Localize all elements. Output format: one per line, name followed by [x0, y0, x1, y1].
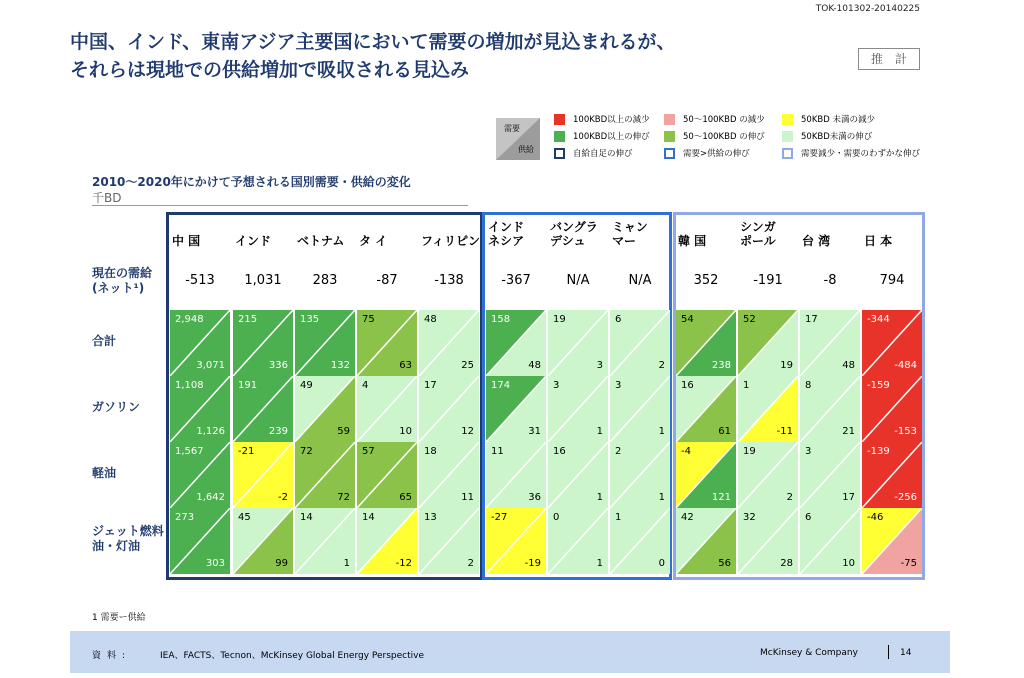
- data-cell: [610, 508, 670, 574]
- footer-bar: [70, 631, 950, 673]
- demand-value: -46: [867, 512, 884, 523]
- legend-key-demand: 需要: [504, 124, 520, 133]
- country-header: 日 本: [864, 234, 893, 248]
- demand-value: 45: [238, 512, 251, 523]
- data-cell: [419, 310, 479, 376]
- country-header: シンガ ポール: [740, 220, 776, 248]
- legend-swatch: [782, 148, 793, 159]
- fuel-row-label: ジェット燃料 油・灯油: [92, 524, 164, 553]
- data-cell: [800, 442, 860, 508]
- country-header: 中 国: [172, 234, 201, 248]
- data-cell: [676, 376, 736, 442]
- legend-label: 自給自足の伸び: [573, 149, 633, 159]
- demand-value: 17: [805, 314, 818, 325]
- data-cell: [610, 442, 670, 508]
- legend-item: [664, 131, 765, 143]
- country-header: 韓 国: [678, 234, 707, 248]
- footnote: 1 需要ー供給: [92, 613, 146, 623]
- data-cell: [357, 310, 417, 376]
- supply-value: -11: [776, 426, 793, 437]
- demand-value: 0: [553, 512, 560, 523]
- demand-value: 191: [238, 380, 258, 391]
- demand-value: 19: [743, 446, 756, 457]
- demand-value: 135: [300, 314, 320, 325]
- net-balance-value: -87: [376, 273, 398, 288]
- data-cell: [170, 442, 230, 508]
- data-cell: [676, 508, 736, 574]
- legend-swatch: [554, 114, 565, 125]
- net-balance-value: N/A: [566, 273, 590, 288]
- data-cell: [676, 310, 736, 376]
- demand-value: 18: [424, 446, 437, 457]
- demand-value: 16: [553, 446, 566, 457]
- demand-value: 2: [615, 446, 622, 457]
- supply-value: 17: [842, 492, 855, 503]
- supply-value: 1: [658, 492, 665, 503]
- supply-value: 1: [596, 558, 603, 569]
- supply-value: 99: [275, 558, 288, 569]
- data-cell: [486, 310, 546, 376]
- net-balance-value: 352: [693, 273, 719, 288]
- supply-value: -256: [894, 492, 917, 503]
- estimate-badge: 推計: [858, 48, 920, 70]
- supply-value: 56: [718, 558, 731, 569]
- legend-swatch: [664, 148, 675, 159]
- demand-value: -159: [867, 380, 890, 391]
- legend-item: [782, 114, 875, 126]
- supply-value: 239: [268, 426, 288, 437]
- supply-value: 1: [596, 492, 603, 503]
- demand-value: 6: [805, 512, 812, 523]
- net-balance-value: N/A: [628, 273, 652, 288]
- data-cell: [548, 508, 608, 574]
- supply-value: 2: [786, 492, 793, 503]
- legend-item: [554, 148, 633, 160]
- supply-value: 63: [399, 360, 412, 371]
- legend-label: 需要>供給の伸び: [683, 149, 750, 159]
- legend-label: 需要減少・需要のわずかな伸び: [801, 149, 921, 159]
- demand-value: 3: [805, 446, 812, 457]
- supply-value: 31: [528, 426, 541, 437]
- legend-label: 50KBD未満の伸び: [801, 132, 873, 142]
- supply-value: 2: [467, 558, 474, 569]
- legend-swatch: [554, 131, 565, 142]
- legend-item: [554, 131, 650, 143]
- supply-value: -19: [524, 558, 541, 569]
- supply-value: 132: [330, 360, 350, 371]
- supply-value: 72: [337, 492, 350, 503]
- net-balance-value: -191: [753, 273, 783, 288]
- supply-value: 59: [337, 426, 350, 437]
- legend-item: [782, 148, 920, 160]
- data-cell: [233, 442, 293, 508]
- legend-key-supply: 供給: [518, 145, 534, 154]
- page-number: 14: [900, 648, 912, 658]
- legend-swatch: [664, 114, 675, 125]
- supply-value: 65: [399, 492, 412, 503]
- demand-value: 2,948: [175, 314, 204, 325]
- legend-swatch: [554, 148, 565, 159]
- demand-value: 1: [743, 380, 750, 391]
- supply-value: 61: [718, 426, 731, 437]
- supply-value: 1: [343, 558, 350, 569]
- demand-value: -21: [238, 446, 255, 457]
- legend-item: [664, 114, 765, 126]
- data-cell: [233, 310, 293, 376]
- document-id: TOK-101302-20140225: [815, 4, 920, 14]
- page-title: [70, 28, 800, 84]
- legend-label: 50～100KBD の伸び: [683, 132, 765, 142]
- demand-value: 42: [681, 512, 694, 523]
- supply-value: 336: [268, 360, 288, 371]
- data-cell: [862, 376, 922, 442]
- data-cell: [295, 442, 355, 508]
- legend-swatch: [664, 131, 675, 142]
- supply-value: 19: [780, 360, 793, 371]
- brand-name: McKinsey & Company: [760, 648, 858, 658]
- legend-swatch: [782, 131, 793, 142]
- demand-value: 14: [300, 512, 313, 523]
- data-cell: [548, 376, 608, 442]
- footer-separator: [888, 645, 889, 659]
- data-cell: [738, 376, 798, 442]
- data-cell: [486, 508, 546, 574]
- demand-value: 1,108: [175, 380, 204, 391]
- legend-label: 50～100KBD の減少: [683, 115, 765, 125]
- data-cell: [170, 310, 230, 376]
- net-balance-value: -513: [185, 273, 215, 288]
- demand-value: 16: [681, 380, 694, 391]
- net-balance-label: 現在の需給 (ネット¹): [92, 266, 153, 295]
- demand-value: 6: [615, 314, 622, 325]
- subtitle-divider: [92, 205, 468, 206]
- data-cell: [295, 376, 355, 442]
- demand-value: 32: [743, 512, 756, 523]
- country-header: バングラ デシュ: [550, 220, 598, 248]
- data-cell: [862, 310, 922, 376]
- data-cell: [738, 508, 798, 574]
- demand-value: 72: [300, 446, 313, 457]
- supply-value: -12: [395, 558, 412, 569]
- legend-swatch: [782, 114, 793, 125]
- demand-value: 48: [424, 314, 437, 325]
- data-cell: [419, 376, 479, 442]
- demand-value: -27: [491, 512, 508, 523]
- demand-value: 1,567: [175, 446, 204, 457]
- demand-value: 1: [615, 512, 622, 523]
- demand-value: 54: [681, 314, 694, 325]
- supply-value: -153: [894, 426, 917, 437]
- source-text: IEA、FACTS、Tecnon、McKinsey Global Energy Perspective: [160, 651, 425, 661]
- data-cell: [233, 508, 293, 574]
- fuel-row-label: 軽油: [92, 466, 117, 480]
- legend-label: 100KBD以上の減少: [573, 115, 650, 125]
- net-balance-value: 283: [312, 273, 338, 288]
- legend-key-swatch: [496, 118, 540, 160]
- demand-value: 14: [362, 512, 375, 523]
- country-header: フィリピン: [421, 234, 481, 248]
- demand-value: 19: [553, 314, 566, 325]
- country-header: ベトナム: [297, 234, 345, 248]
- demand-value: -344: [867, 314, 890, 325]
- country-header: タ イ: [359, 234, 388, 248]
- supply-value: 2: [658, 360, 665, 371]
- data-cell: [800, 508, 860, 574]
- demand-value: 8: [805, 380, 812, 391]
- unit-label: 千BD: [92, 191, 122, 205]
- legend-item: [782, 131, 872, 143]
- supply-value: -2: [278, 492, 288, 503]
- data-cell: [486, 376, 546, 442]
- net-balance-value: -367: [501, 273, 531, 288]
- supply-value: 28: [780, 558, 793, 569]
- data-cell: [486, 442, 546, 508]
- legend-item: [664, 148, 750, 160]
- data-cell: [738, 442, 798, 508]
- demand-value: 3: [553, 380, 560, 391]
- supply-value: 303: [205, 558, 225, 569]
- supply-value: 3: [596, 360, 603, 371]
- demand-value: 17: [424, 380, 437, 391]
- data-cell: [295, 508, 355, 574]
- demand-value: 3: [615, 380, 622, 391]
- data-cell: [419, 508, 479, 574]
- supply-value: 48: [528, 360, 541, 371]
- supply-value: 1,126: [196, 426, 225, 437]
- data-cell: [676, 442, 736, 508]
- fuel-row-label: 合計: [92, 334, 117, 348]
- data-cell: [548, 310, 608, 376]
- country-header: インド ネシア: [488, 220, 525, 248]
- net-balance-value: 794: [879, 273, 905, 288]
- supply-value: 12: [461, 426, 474, 437]
- demand-value: 273: [175, 512, 195, 523]
- supply-value: -75: [900, 558, 917, 569]
- supply-value: -484: [894, 360, 917, 371]
- supply-value: 10: [842, 558, 855, 569]
- supply-value: 1: [596, 426, 603, 437]
- supply-value: 10: [399, 426, 412, 437]
- supply-value: 25: [461, 360, 474, 371]
- data-cell: [610, 376, 670, 442]
- demand-value: 158: [491, 314, 511, 325]
- demand-value: -139: [867, 446, 890, 457]
- data-cell: [357, 508, 417, 574]
- title-line-1: 中国、インド、東南アジア主要国において需要の増加が見込まれるが、: [70, 31, 676, 53]
- supply-value: 1,642: [196, 492, 225, 503]
- title-line-2: それらは現地での供給増加で吸収される見込み: [70, 59, 470, 81]
- data-cell: [548, 442, 608, 508]
- demand-value: 75: [362, 314, 375, 325]
- data-cell: [295, 310, 355, 376]
- supply-value: 36: [528, 492, 541, 503]
- net-balance-value: -8: [823, 273, 837, 288]
- source-label: 資料:: [92, 651, 132, 661]
- data-cell: [170, 508, 230, 574]
- supply-value: 0: [658, 558, 665, 569]
- demand-value: 4: [362, 380, 369, 391]
- legend-label: 100KBD以上の伸び: [573, 132, 650, 142]
- data-cell: [738, 310, 798, 376]
- table-subtitle: 2010～2020年にかけて予想される国別需要・供給の変化: [92, 175, 411, 189]
- supply-value: 1: [658, 426, 665, 437]
- supply-value: 121: [711, 492, 731, 503]
- data-cell: [862, 442, 922, 508]
- data-cell: [862, 508, 922, 574]
- net-balance-value: 1,031: [244, 273, 282, 288]
- data-cell: [419, 442, 479, 508]
- supply-value: 21: [842, 426, 855, 437]
- demand-value: 11: [491, 446, 504, 457]
- demand-value: 52: [743, 314, 756, 325]
- supply-value: 238: [711, 360, 731, 371]
- data-cell: [800, 376, 860, 442]
- demand-value: -4: [681, 446, 691, 457]
- legend-label: 50KBD 未満の減少: [801, 115, 875, 125]
- net-balance-value: -138: [434, 273, 464, 288]
- data-cell: [233, 376, 293, 442]
- supply-value: 11: [461, 492, 474, 503]
- demand-value: 215: [238, 314, 258, 325]
- demand-value: 13: [424, 512, 437, 523]
- supply-value: 48: [842, 360, 855, 371]
- supply-value: 3,071: [196, 360, 225, 371]
- fuel-row-label: ガソリン: [92, 400, 141, 414]
- country-header: 台 湾: [802, 234, 831, 248]
- country-header: ミャン マー: [612, 220, 648, 248]
- data-cell: [357, 442, 417, 508]
- demand-value: 49: [300, 380, 313, 391]
- demand-value: 57: [362, 446, 375, 457]
- legend-item: [554, 114, 650, 126]
- demand-value: 174: [491, 380, 511, 391]
- country-header: インド: [235, 234, 272, 248]
- data-cell: [357, 376, 417, 442]
- data-cell: [610, 310, 670, 376]
- data-cell: [170, 376, 230, 442]
- data-cell: [800, 310, 860, 376]
